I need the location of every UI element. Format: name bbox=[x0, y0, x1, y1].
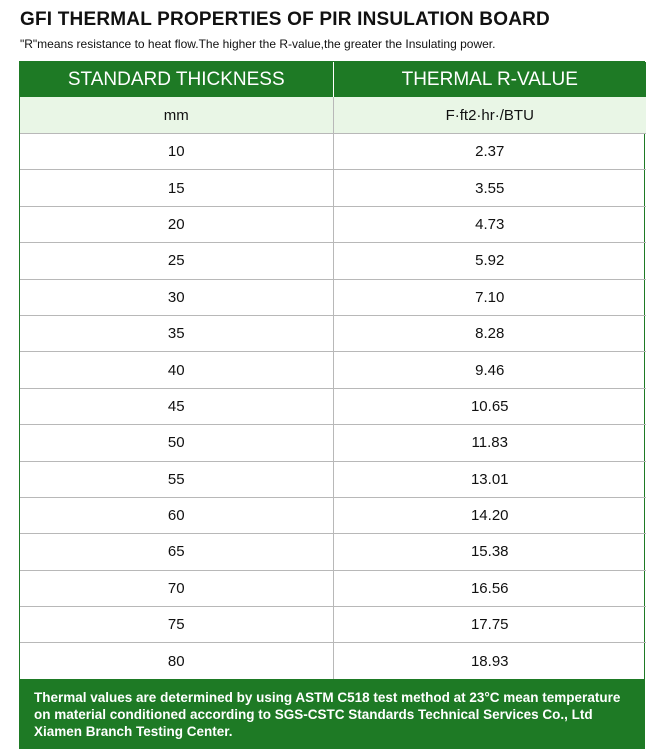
table-row bbox=[20, 243, 646, 279]
thickness-cell: 70 bbox=[20, 570, 333, 606]
page-title: GFI THERMAL PROPERTIES OF PIR INSULATION BOARD bbox=[20, 9, 550, 30]
thickness-cell: 40 bbox=[20, 352, 333, 388]
thickness-cell: 80 bbox=[20, 643, 333, 679]
r-value-cell: 14.20 bbox=[333, 497, 646, 533]
thickness-cell: 55 bbox=[20, 461, 333, 497]
table-body bbox=[20, 134, 646, 679]
table-row bbox=[20, 497, 646, 533]
table-row bbox=[20, 643, 646, 679]
thickness-cell: 10 bbox=[20, 134, 333, 170]
r-value-cell: 11.83 bbox=[333, 425, 646, 461]
header-standard-thickness: STANDARD THICKNESS bbox=[20, 62, 333, 97]
thickness-cell: 50 bbox=[20, 425, 333, 461]
r-value-cell: 7.10 bbox=[333, 279, 646, 315]
header-thermal-r-value: THERMAL R-VALUE bbox=[333, 62, 646, 97]
r-value-cell: 17.75 bbox=[333, 607, 646, 643]
table-header-row bbox=[20, 62, 646, 97]
r-value-cell: 16.56 bbox=[333, 570, 646, 606]
thickness-cell: 25 bbox=[20, 243, 333, 279]
table-row bbox=[20, 388, 646, 424]
table-row bbox=[20, 607, 646, 643]
r-value-cell: 8.28 bbox=[333, 315, 646, 351]
r-value-cell: 10.65 bbox=[333, 388, 646, 424]
table-row bbox=[20, 279, 646, 315]
footnote: Thermal values are determined by using ASTM C518 test method at 23°C mean temperature on material conditioned according to SGS-CSTC Standards Technical Services Co., Ltd Xiamen Branch Testing Center. bbox=[20, 679, 644, 748]
r-value-cell: 9.46 bbox=[333, 352, 646, 388]
table-row bbox=[20, 206, 646, 242]
table-units-row bbox=[20, 97, 646, 134]
r-value-cell: 4.73 bbox=[333, 206, 646, 242]
unit-thickness: mm bbox=[20, 97, 333, 134]
thickness-cell: 30 bbox=[20, 279, 333, 315]
table-row bbox=[20, 170, 646, 206]
thermal-properties-table bbox=[19, 61, 645, 749]
table-row bbox=[20, 134, 646, 170]
table-row bbox=[20, 315, 646, 351]
r-value-cell: 15.38 bbox=[333, 534, 646, 570]
thickness-cell: 60 bbox=[20, 497, 333, 533]
table-row bbox=[20, 461, 646, 497]
thickness-cell: 15 bbox=[20, 170, 333, 206]
r-value-cell: 2.37 bbox=[333, 134, 646, 170]
r-value-cell: 3.55 bbox=[333, 170, 646, 206]
thickness-cell: 20 bbox=[20, 206, 333, 242]
table-row bbox=[20, 570, 646, 606]
table-row bbox=[20, 425, 646, 461]
thickness-cell: 45 bbox=[20, 388, 333, 424]
table-row bbox=[20, 352, 646, 388]
r-value-cell: 18.93 bbox=[470, 652, 509, 670]
r-value-cell: 5.92 bbox=[333, 243, 646, 279]
page-subtitle: "R"means resistance to heat flow.The higher the R-value,the greater the Insulating power. bbox=[20, 37, 496, 51]
r-value-cell: 13.01 bbox=[333, 461, 646, 497]
thickness-cell: 35 bbox=[20, 315, 333, 351]
thickness-cell: 65 bbox=[20, 534, 333, 570]
table-row bbox=[20, 534, 646, 570]
unit-r-value: F·ft2·hr·/BTU bbox=[333, 97, 646, 134]
thickness-cell: 75 bbox=[20, 607, 333, 643]
